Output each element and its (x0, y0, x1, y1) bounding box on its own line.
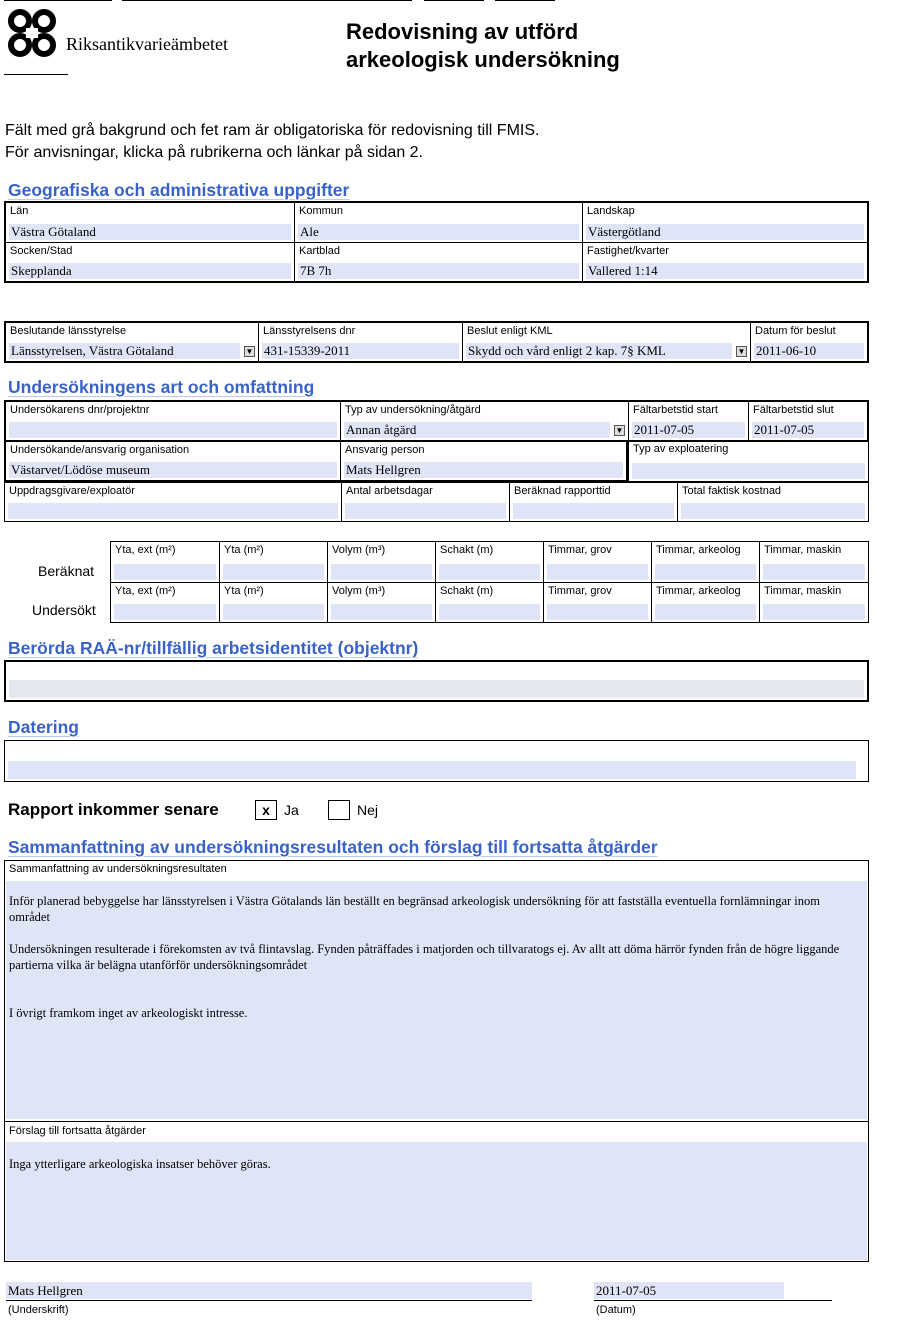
kostnad-field: Total faktisk kostnad (677, 483, 868, 521)
raa-field (4, 660, 869, 702)
measure-column-label: Timmar, arkeolog (656, 544, 741, 556)
slut-input[interactable]: 2011-07-05 (752, 422, 864, 438)
person-field: Ansvarig person Mats Hellgren (340, 442, 626, 480)
raa-logo (6, 8, 58, 58)
section-heading-art[interactable]: Undersökningens art och omfattning (8, 377, 315, 397)
kommun-input[interactable]: Ale (298, 224, 579, 240)
measure-column-label: Volym (m³) (332, 585, 386, 597)
top-rule (495, 0, 555, 1)
lansstyrelse-field: Beslutande länsstyrelse Länsstyrelsen, Västra Götaland ▼ (10, 325, 254, 358)
signature-line (6, 1300, 532, 1301)
summary-paragraph: I övrigt framkom inget av arkeologiskt intresse. (9, 1006, 248, 1020)
fastighet-input[interactable]: Vallered 1:14 (586, 263, 864, 279)
ja-checkbox[interactable]: x (255, 800, 277, 820)
dnr-field: Länsstyrelsens dnr 431-15339-2011 (258, 323, 462, 361)
measure-column-label: Yta (m²) (224, 544, 264, 556)
lansstyrelse-select[interactable]: Länsstyrelsen, Västra Götaland (9, 343, 240, 359)
measure-input[interactable] (763, 564, 865, 580)
measure-input[interactable] (655, 604, 756, 620)
dropdown-arrow-icon[interactable]: ▼ (245, 347, 254, 356)
dnr-input[interactable]: 431-15339-2011 (262, 343, 459, 359)
signature-caption: (Underskrift) (8, 1304, 69, 1316)
measure-cell (327, 583, 435, 622)
socken-input[interactable]: Skepplanda (9, 263, 291, 279)
art-row-1 (4, 400, 869, 442)
uppdragsgivare-field: Uppdragsgivare/exploatör (5, 483, 341, 521)
date-line (594, 1300, 832, 1301)
measure-input[interactable] (547, 564, 648, 580)
row-label-beraknat: Beräknat (38, 563, 95, 579)
start-input[interactable]: 2011-07-05 (632, 422, 745, 438)
summary-paragraph: Inför planerad bebyggelse har länsstyrelsen i Västra Götalands län beställt en begränsad arkeologisk undersökning för att fastställa eventuella fornlämningar inom området (9, 894, 820, 924)
start-field: Fältarbetstid start 2011-07-05 (628, 402, 748, 440)
typ-select[interactable]: Annan åtgärd (344, 422, 610, 438)
raa-input[interactable] (9, 680, 864, 698)
measure-column-label: Timmar, maskin (764, 585, 842, 597)
measure-column-label: Timmar, arkeolog (656, 585, 741, 597)
forslag-textarea[interactable] (6, 1142, 867, 1260)
measure-cell (111, 542, 219, 582)
measure-cell (435, 583, 543, 622)
measure-column-label: Timmar, maskin (764, 544, 842, 556)
measure-cell (651, 542, 759, 582)
measure-input[interactable] (439, 564, 540, 580)
kartblad-input[interactable]: 7B 7h (298, 263, 579, 279)
rapporttid-input[interactable] (513, 503, 674, 519)
projektnr-input[interactable] (9, 422, 337, 438)
exploatering-field: Typ av exploatering (628, 440, 869, 482)
section-heading-summary[interactable]: Sammanfattning av undersökningsresultaten och förslag till fortsatta åtgärder (8, 837, 658, 857)
measure-column-label: Yta (m²) (224, 585, 264, 597)
nej-checkbox[interactable] (328, 800, 350, 820)
beslut-datum-input[interactable]: 2011-06-10 (754, 343, 864, 359)
socken-field: Socken/Stad Skepplanda (6, 243, 294, 281)
top-rule (424, 0, 484, 1)
measure-cell (219, 583, 327, 622)
measure-input[interactable] (439, 604, 540, 620)
signature-input[interactable]: Mats Hellgren (6, 1282, 532, 1299)
arbetsdagar-input[interactable] (345, 503, 506, 519)
date-caption: (Datum) (596, 1304, 636, 1316)
measure-input[interactable] (763, 604, 865, 620)
summary-paragraph: Undersökningen resulterade i förekomsten av två flintavslag. Fynden påträffades i matjorden och tillvaratogs ej. Av allt att döma härrör fynden från de högre liggande partierna vilka är belägna utanförför undersökningsområdet (9, 942, 840, 972)
geo-table (4, 201, 869, 283)
slut-field: Fältarbetstid slut 2011-07-05 (748, 402, 867, 440)
projektnr-field: Undersökarens dnr/projektnr (6, 402, 340, 440)
person-input[interactable]: Mats Hellgren (344, 462, 623, 478)
summary-label: Sammanfattning av undersökningsresultaten (9, 863, 227, 875)
lan-input[interactable]: Västra Götaland (9, 224, 291, 240)
rapporttid-field: Beräknad rapporttid (509, 483, 677, 521)
measures-row-beraknat (111, 542, 868, 582)
kartblad-field: Kartblad 7B 7h (294, 243, 582, 281)
datering-field (4, 740, 869, 782)
logo-underline (4, 74, 68, 75)
measure-cell (219, 542, 327, 582)
beslut-table (4, 321, 869, 363)
measure-cell (543, 542, 651, 582)
exploatering-input[interactable] (632, 463, 865, 479)
kml-select[interactable]: Skydd och vård enligt 2 kap. 7§ KML (466, 343, 732, 359)
kostnad-input[interactable] (681, 503, 865, 519)
measure-input[interactable] (114, 564, 216, 580)
kommun-field: Kommun Ale (294, 203, 582, 242)
art-row-3 (4, 482, 869, 522)
measure-input[interactable] (114, 604, 216, 620)
measure-column-label: Schakt (m) (440, 585, 494, 597)
arbetsdagar-field: Antal arbetsdagar (341, 483, 509, 521)
section-heading-datering[interactable]: Datering (8, 717, 79, 737)
intro-text: Fält med grå bakgrund och fet ram är obligatoriska för redovisning till FMIS. För anvisningar, klicka på rubrikerna och länkar på sidan 2. (5, 122, 540, 161)
measure-column-label: Yta, ext (m²) (115, 544, 176, 556)
measure-column-label: Schakt (m) (440, 544, 494, 556)
datering-input[interactable] (8, 761, 856, 779)
fastighet-field: Fastighet/kvarter Vallered 1:14 (582, 243, 867, 281)
measure-column-label: Timmar, grov (548, 544, 612, 556)
measure-cell (651, 583, 759, 622)
measure-input[interactable] (547, 604, 648, 620)
nej-label: Nej (357, 802, 379, 818)
forslag-text: Inga ytterligare arkeologiska insatser behöver göras. (9, 1157, 271, 1171)
dropdown-arrow-icon[interactable]: ▼ (615, 426, 624, 435)
top-rule (4, 0, 112, 1)
landskap-input[interactable]: Västergötland (586, 224, 864, 240)
measure-input[interactable] (655, 564, 756, 580)
section-heading-geo[interactable]: Geografiska och administrativa uppgifter (8, 180, 350, 200)
measure-input[interactable] (331, 604, 432, 620)
summary-textarea[interactable] (6, 881, 867, 1119)
measure-input[interactable] (331, 564, 432, 580)
measure-column-label: Timmar, grov (548, 585, 612, 597)
measures-table (110, 541, 869, 623)
kml-field: Beslut enligt KML Skydd och vård enligt 2 kap. 7§ KML ▼ (462, 323, 750, 361)
summary-box (4, 860, 869, 1262)
date-input[interactable]: 2011-07-05 (594, 1282, 784, 1299)
lan-field: Län Västra Götaland (6, 203, 294, 242)
section-heading-raa[interactable]: Berörda RAÄ-nr/tillfällig arbetsidentitet (objektnr) (8, 638, 419, 658)
row-label-undersokt: Undersökt (32, 602, 96, 618)
dropdown-arrow-icon[interactable]: ▼ (737, 347, 746, 356)
measure-cell (327, 542, 435, 582)
measure-input[interactable] (223, 564, 324, 580)
art-row-2 (4, 440, 628, 482)
measure-column-label: Volym (m³) (332, 544, 386, 556)
org-input[interactable]: Västarvet/Lödöse museum (9, 462, 337, 478)
measure-cell (759, 583, 868, 622)
beslut-datum-field: Datum för beslut 2011-06-10 (750, 323, 867, 361)
document-title: Redovisning av utförd arkeologisk undersökning (346, 19, 620, 72)
measure-input[interactable] (223, 604, 324, 620)
measure-cell (435, 542, 543, 582)
typ-field: Typ av undersökning/åtgärd Annan åtgärd ▼ (340, 402, 628, 440)
ja-label: Ja (284, 802, 299, 818)
uppdragsgivare-input[interactable] (8, 503, 338, 519)
measure-cell (111, 583, 219, 622)
top-rule (122, 0, 412, 1)
org-field: Undersökande/ansvarig organisation Västarvet/Lödöse museum (6, 442, 340, 480)
forslag-label: Förslag till fortsatta åtgärder (9, 1125, 146, 1137)
agency-name: Riksantikvarieämbetet (66, 34, 228, 54)
measure-cell (543, 583, 651, 622)
rapport-label: Rapport inkommer senare (8, 800, 219, 819)
landskap-field: Landskap Västergötland (582, 203, 867, 242)
art-table (4, 400, 869, 523)
measures-row-undersokt (111, 583, 868, 622)
measure-column-label: Yta, ext (m²) (115, 585, 176, 597)
measure-cell (759, 542, 868, 582)
